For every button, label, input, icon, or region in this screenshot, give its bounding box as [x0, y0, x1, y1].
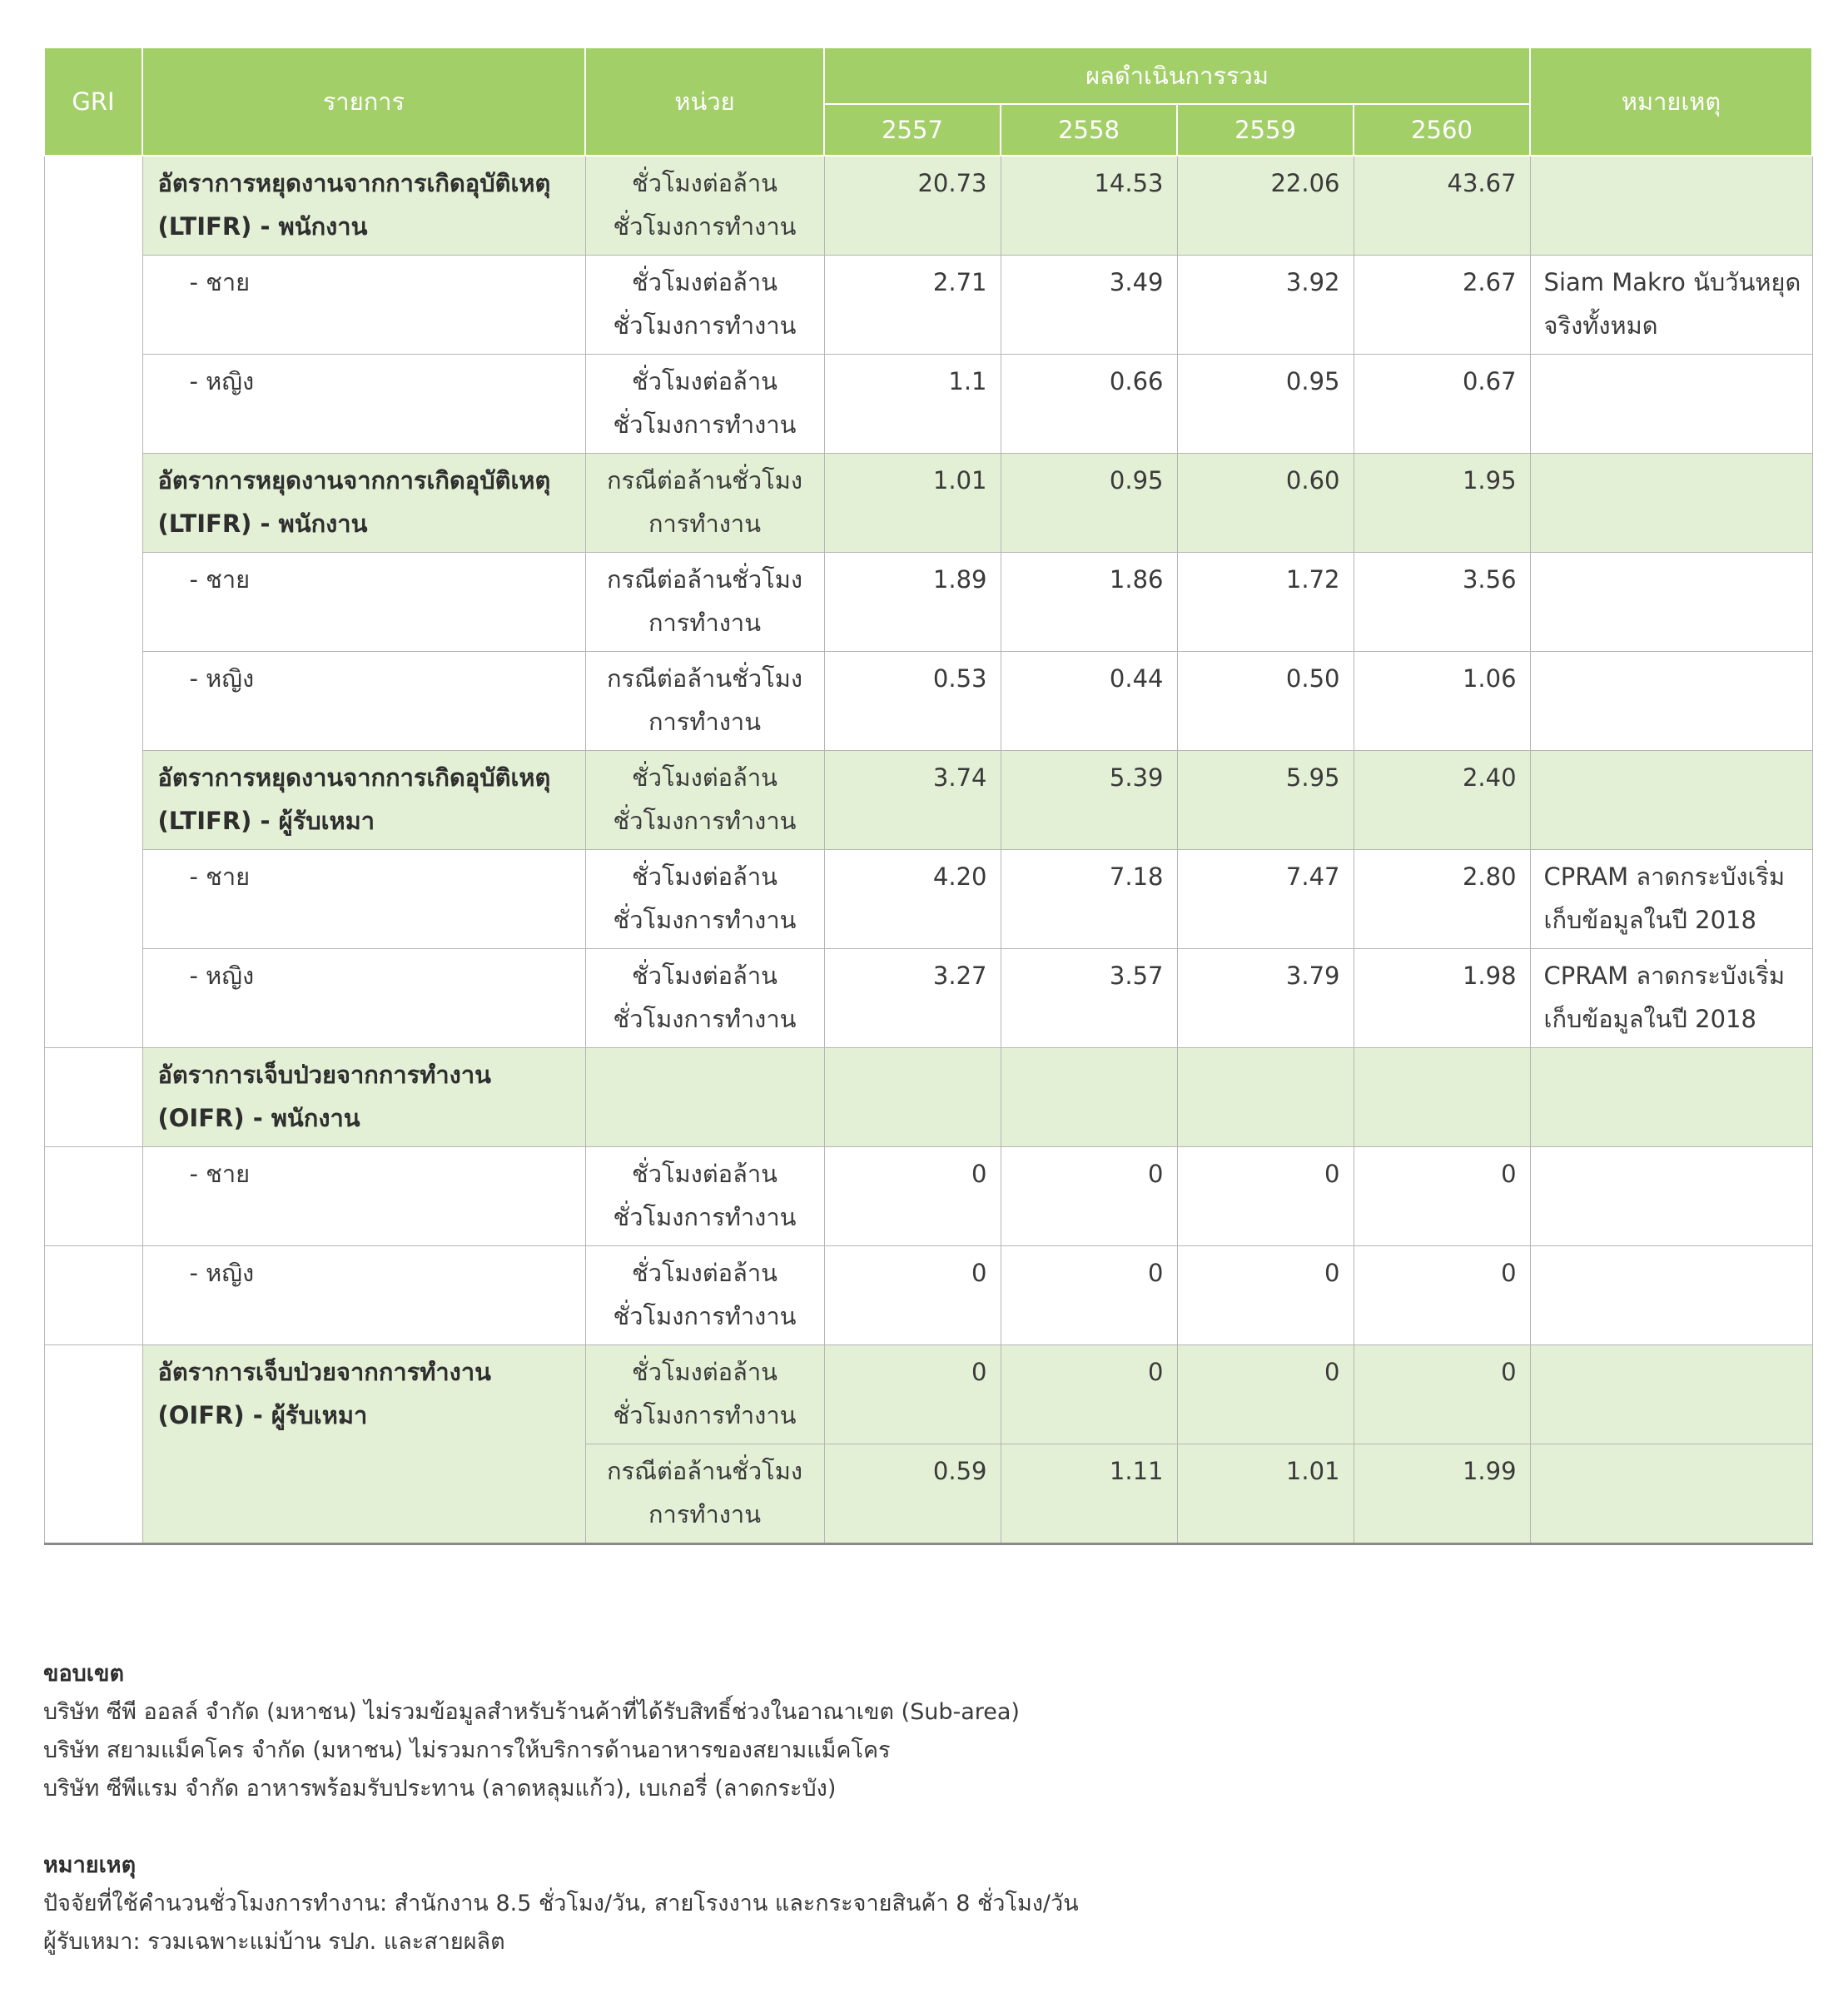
table-row [44, 751, 1812, 850]
row-unit: ชั่วโมงต่อล้านชั่วโมงการทำงาน [585, 156, 824, 256]
row-unit: ชั่วโมงต่อล้านชั่วโมงการทำงาน [585, 850, 824, 949]
table-row [44, 1246, 1812, 1345]
table-row [44, 156, 1812, 256]
row-item: อัตราการเจ็บป่วยจากการทำงาน (OIFR) - พนักงาน [142, 1048, 585, 1147]
scope-line: บริษัท สยามแม็คโคร จำกัด (มหาชน) ไม่รวมการให้บริการด้านอาหารของสยามแม็คโคร [43, 1737, 891, 1763]
row-value: 0.66 [1001, 355, 1177, 454]
row-value: 3.57 [1001, 949, 1177, 1048]
row-value: 1.98 [1354, 949, 1530, 1048]
row-item: อัตราการหยุดงานจากการเกิดอุบัติเหตุ (LTIFR) - พนักงาน [142, 156, 585, 256]
row-note [1530, 454, 1812, 553]
row-value: 1.11 [1001, 1444, 1177, 1544]
row-note: Siam Makro นับวันหยุดจริงทั้งหมด [1530, 256, 1812, 355]
row-value: 1.01 [824, 454, 1001, 553]
row-value: 5.39 [1001, 751, 1177, 850]
row-item: อัตราการหยุดงานจากการเกิดอุบัติเหตุ (LTIFR) - ผู้รับเหมา [142, 751, 585, 850]
row-item: อัตราการเจ็บป่วยจากการทำงาน (OIFR) - ผู้รับเหมา [142, 1345, 585, 1544]
row-value: 0.53 [824, 652, 1001, 751]
row-note [1530, 1444, 1812, 1544]
remarks-line: ผู้รับเหมา: รวมเฉพาะแม่บ้าน รปภ. และสายผลิต [43, 1929, 505, 1955]
row-unit: กรณีต่อล้านชั่วโมงการทำงาน [585, 652, 824, 751]
scope-title: ขอบเขต [43, 1661, 125, 1687]
row-unit: ชั่วโมงต่อล้านชั่วโมงการทำงาน [585, 949, 824, 1048]
row-value: 3.79 [1177, 949, 1354, 1048]
safety-stats-table [43, 47, 1813, 1545]
row-unit: ชั่วโมงต่อล้านชั่วโมงการทำงาน [585, 355, 824, 454]
row-value: 0 [824, 1345, 1001, 1444]
row-value: 2.71 [824, 256, 1001, 355]
header-unit: หน่วย [585, 47, 824, 156]
scope-line: บริษัท ซีพี ออลล์ จำกัด (มหาชน) ไม่รวมข้อมูลสำหรับร้านค้าที่ได้รับสิทธิ์ช่วงในอาณาเขต (Sub-area) [43, 1699, 1020, 1725]
header-gri: GRI [44, 47, 142, 156]
row-value: 7.18 [1001, 850, 1177, 949]
row-value: 0 [1177, 1246, 1354, 1345]
row-value: 0 [1001, 1147, 1177, 1246]
row-value: 14.53 [1001, 156, 1177, 256]
row-note [1530, 751, 1812, 850]
row-value: 20.73 [824, 156, 1001, 256]
row-value [824, 1048, 1001, 1147]
row-item: - หญิง [142, 949, 585, 1048]
table-row [44, 1345, 1812, 1444]
row-value: 1.95 [1354, 454, 1530, 553]
row-value: 1.89 [824, 553, 1001, 652]
row-value: 22.06 [1177, 156, 1354, 256]
remarks-title: หมายเหตุ [43, 1852, 137, 1878]
header-performance: ผลดำเนินการรวม [824, 47, 1530, 104]
gri-cell [44, 1345, 142, 1544]
row-value: 1.86 [1001, 553, 1177, 652]
gri-cell [44, 1246, 142, 1345]
table-row [44, 949, 1812, 1048]
table-row [44, 1147, 1812, 1246]
row-value: 0 [824, 1147, 1001, 1246]
row-value: 7.47 [1177, 850, 1354, 949]
row-value: 4.20 [824, 850, 1001, 949]
row-value: 0 [1354, 1246, 1530, 1345]
row-value: 0.67 [1354, 355, 1530, 454]
row-unit: ชั่วโมงต่อล้านชั่วโมงการทำงาน [585, 751, 824, 850]
row-value: 3.56 [1354, 553, 1530, 652]
row-value: 2.67 [1354, 256, 1530, 355]
header-note: หมายเหตุ [1530, 47, 1812, 156]
row-note [1530, 156, 1812, 256]
table-row [44, 454, 1812, 553]
table-row [44, 553, 1812, 652]
row-value: 2.40 [1354, 751, 1530, 850]
gri-cell [44, 1147, 142, 1246]
row-value [1177, 1048, 1354, 1147]
row-value: 5.95 [1177, 751, 1354, 850]
row-note [1530, 652, 1812, 751]
row-value: 0 [1177, 1147, 1354, 1246]
row-unit [585, 1048, 824, 1147]
safety-table-container [43, 47, 1811, 1545]
row-value: 1.06 [1354, 652, 1530, 751]
row-unit: กรณีต่อล้านชั่วโมงการทำงาน [585, 553, 824, 652]
row-value: 0.95 [1001, 454, 1177, 553]
row-value: 3.49 [1001, 256, 1177, 355]
row-note [1530, 1048, 1812, 1147]
row-unit: ชั่วโมงต่อล้านชั่วโมงการทำงาน [585, 1246, 824, 1345]
row-value: 0.44 [1001, 652, 1177, 751]
row-value: 1.72 [1177, 553, 1354, 652]
remarks-line: ปัจจัยที่ใช้คำนวนชั่วโมงการทำงาน: สำนักงาน 8.5 ชั่วโมง/วัน, สายโรงงาน และกระจายสินค้า 8 ชั่วโมง/วัน [43, 1891, 1079, 1916]
row-note: CPRAM ลาดกระบังเริ่มเก็บข้อมูลในปี 2018 [1530, 850, 1812, 949]
row-item: - ชาย [142, 850, 585, 949]
row-value: 3.92 [1177, 256, 1354, 355]
header-year: 2558 [1001, 104, 1177, 156]
row-item: - ชาย [142, 553, 585, 652]
scope-section [43, 1655, 1020, 1808]
row-value: 0.95 [1177, 355, 1354, 454]
row-unit: ชั่วโมงต่อล้านชั่วโมงการทำงาน [585, 1147, 824, 1246]
header-year: 2560 [1354, 104, 1530, 156]
gri-cell [44, 156, 142, 1048]
row-item: - หญิง [142, 355, 585, 454]
row-value: 1.1 [824, 355, 1001, 454]
row-item: - หญิง [142, 652, 585, 751]
scope-line: บริษัท ซีพีแรม จำกัด อาหารพร้อมรับประทาน (ลาดหลุมแก้ว), เบเกอรี่ (ลาดกระบัง) [43, 1776, 837, 1802]
gri-cell [44, 1048, 142, 1147]
row-value: 0 [1354, 1147, 1530, 1246]
row-value: 0 [1177, 1345, 1354, 1444]
header-year: 2557 [824, 104, 1001, 156]
row-unit: กรณีต่อล้านชั่วโมงการทำงาน [585, 454, 824, 553]
table-row [44, 256, 1812, 355]
table-row [44, 1048, 1812, 1147]
row-unit: ชั่วโมงต่อล้านชั่วโมงการทำงาน [585, 256, 824, 355]
row-value: 0.50 [1177, 652, 1354, 751]
row-value: 3.27 [824, 949, 1001, 1048]
header-year: 2559 [1177, 104, 1354, 156]
row-value: 0 [1001, 1345, 1177, 1444]
header-item: รายการ [142, 47, 585, 156]
table-row [44, 850, 1812, 949]
row-note [1530, 355, 1812, 454]
row-item: - หญิง [142, 1246, 585, 1345]
row-unit: กรณีต่อล้านชั่วโมงการทำงาน [585, 1444, 824, 1544]
row-unit: ชั่วโมงต่อล้านชั่วโมงการทำงาน [585, 1345, 824, 1444]
row-note [1530, 1345, 1812, 1444]
row-value: 0.59 [824, 1444, 1001, 1544]
row-value [1354, 1048, 1530, 1147]
row-note [1530, 1246, 1812, 1345]
row-item: - ชาย [142, 256, 585, 355]
row-value: 0 [1354, 1345, 1530, 1444]
row-value: 0 [1001, 1246, 1177, 1345]
row-value: 2.80 [1354, 850, 1530, 949]
row-value: 1.99 [1354, 1444, 1530, 1544]
row-note [1530, 553, 1812, 652]
remarks-section [43, 1846, 1079, 1961]
row-value [1001, 1048, 1177, 1147]
table-row [44, 355, 1812, 454]
row-note: CPRAM ลาดกระบังเริ่มเก็บข้อมูลในปี 2018 [1530, 949, 1812, 1048]
row-value: 0 [824, 1246, 1001, 1345]
table-row [44, 652, 1812, 751]
row-value: 3.74 [824, 751, 1001, 850]
row-item: อัตราการหยุดงานจากการเกิดอุบัติเหตุ (LTIFR) - พนักงาน [142, 454, 585, 553]
row-note [1530, 1147, 1812, 1246]
row-value: 1.01 [1177, 1444, 1354, 1544]
row-value: 0.60 [1177, 454, 1354, 553]
row-value: 43.67 [1354, 156, 1530, 256]
row-item: - ชาย [142, 1147, 585, 1246]
